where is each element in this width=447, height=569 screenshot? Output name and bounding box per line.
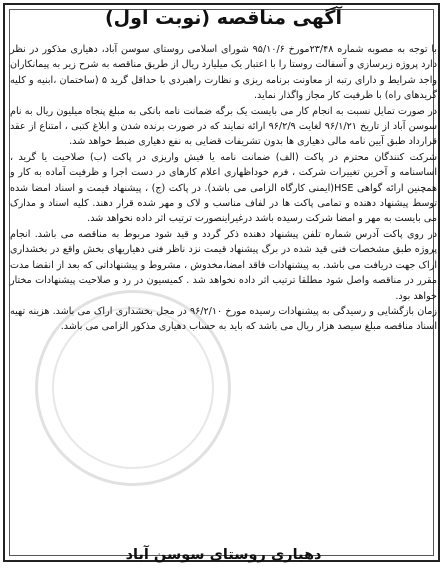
notice-paragraph: در صورت تمایل نسبت به انجام کار می بایست یک برگه ضمانت نامه بانکی به مبلغ پنجاه میلیون ریال به نام سوسن آباد از تاریخ ۹۶/۱/۲۱ لغایت ۹۶/۲/۹ ارائه نمایند که در صورت برنده شدن و ابلاغ کتبی ، امتناع از عقد قرارداد طبق آیین نامه مالی دهیاری ها بدون تشریفات قضایی به نفع دهیاری ضبط خواهد شد.: [10, 105, 437, 148]
notice-body: [10, 42, 437, 335]
notice-paragraph: شرکت کنندگان محترم در پاکت (الف) ضمانت نامه یا فیش واریزی در پاکت (ب) صلاحیت یا گرید ، اساسنامه و آخرین تغییرات شرکت ، فرم خوداظهاری اعلام کارهای در دست اجرا و ظرفیت آماده به کار و همچنین ارائه گواهی HSE(ایمنی کارگاه الزامی می باشد). در پاکت (ج) ، پیشنهاد قیمت و اسناد امضا شده توسط پیشنهاد دهنده و تمامی پاکت ها در لفاف مناسب و لاک و مهر شده قرار دهند. کلیه اسناد و مدارک می بایست به مهر و امضا شرکت رسیده باشد درغیراینصورت ترتیب اثر داده نخواهد شد.: [10, 151, 437, 225]
notice-title: آگهی مناقصه (نوبت اول): [105, 7, 342, 29]
notice-paragraph: در روی پاکت آدرس شماره تلفن پیشنهاد دهنده ذکر گردد و قید شود مربوط به مناقصه می باشد. انجام پروژه طبق مشخصات فنی قید شده در برگ پیشنهاد قیمت نزد ناظر فنی دهیاریهای بخش واقع در بخشداری اراک جهت دریافت می باشد. به پیشنهادات فاقد امضا،مخدوش ، مشروط و پیشنهاداتی که بعد از انقضا مدت مقرر در مناقصه واصل شود مطلقا ترتیب اثر داده نخواهد شد . کمیسیون در رد و صلاحیت پیشنهادات مختار خواهد بود.: [10, 228, 437, 302]
notice-paragraph: با توجه به مصوبه شماره ۲۳/۴۸مورخ ۹۵/۱۰/۶ شورای اسلامی روستای سوسن آباد، دهیاری مذکور در نظر دارد پروژه زیرسازی و آسفالت روستا را با اعتبار یک میلیارد ریال از طریق مناقصه به شرح زیر به پیمانکاران واجد شرایط و دارای رتبه از معاونت برنامه ریزی و نظارت راهبردی با حداقل گرید ۵ (ساختمان ،ابنیه و کلیه گریدهای راه) با ظرفیت کار مجاز واگذار نماید.: [10, 44, 438, 102]
notice-signature: دهیاری روستای سوسن آباد: [125, 547, 322, 563]
notice-paragraph: زمان بازگشایی و رسیدگی به پیشنهادات رسیده مورخ ۹۶/۲/۱۰ در محل بخشداری اراک می باشد. هزینه تهیه اسناد مناقصه مبلغ سیصد هزار ریال می باشد که باید به حساب دهیاری مذکور الزامی می باشد.: [10, 305, 438, 333]
